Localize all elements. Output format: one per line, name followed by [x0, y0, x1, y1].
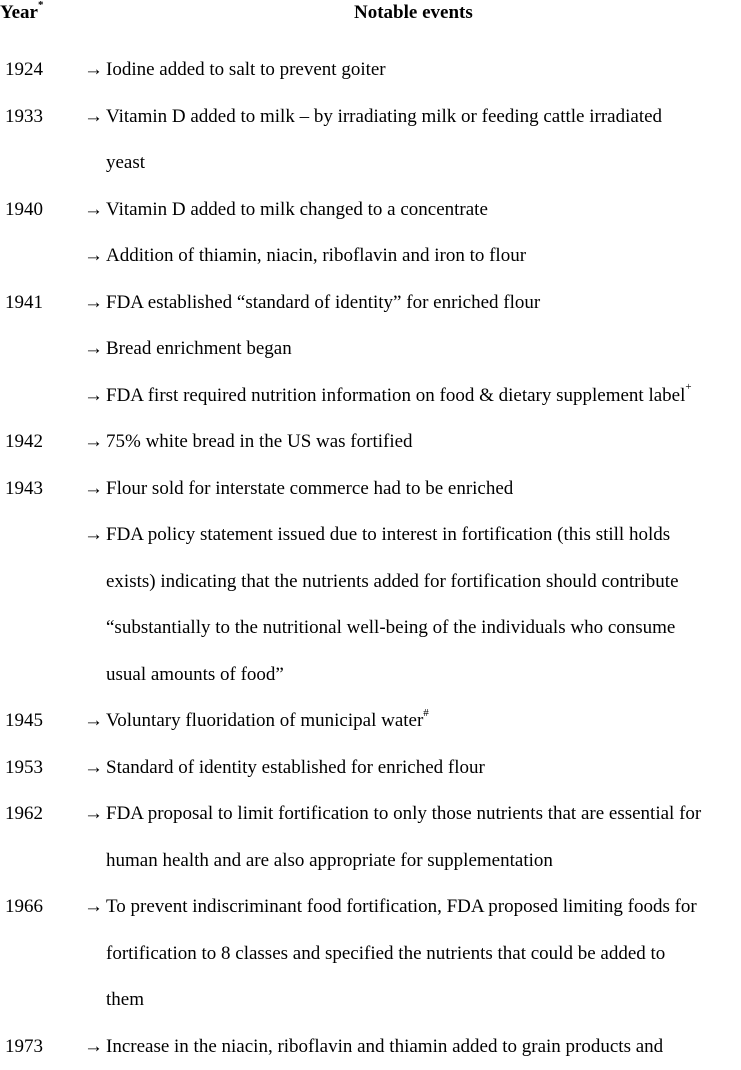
event-text-line: “substantially to the nutritional well-being of the individuals who consume [106, 605, 741, 652]
event-text-line: usual amounts of food” [106, 652, 741, 699]
table-row [0, 466, 741, 513]
table-row [0, 94, 741, 187]
year-cell: 1966 [5, 884, 43, 931]
arrow-icon: → [84, 373, 103, 420]
event-text-line: Iodine added to salt to prevent goiter [106, 47, 741, 94]
arrow-icon: → [84, 698, 103, 745]
events-table-body [0, 47, 741, 1070]
event-text-line: Bread enrichment began [106, 326, 741, 373]
year-column-header [0, 2, 43, 24]
event-cell [0, 1024, 741, 1070]
event-text-line: Vitamin D added to milk changed to a concentrate [106, 187, 741, 234]
table-row [0, 1024, 741, 1070]
year-cell: 1933 [5, 94, 43, 141]
arrow-icon: → [84, 187, 103, 234]
event-cell [0, 419, 741, 466]
year-cell: 1962 [5, 791, 43, 838]
arrow-icon: → [84, 47, 103, 94]
arrow-icon: → [84, 280, 103, 327]
event-cell [0, 187, 741, 234]
event-cell [0, 94, 741, 187]
arrow-icon: → [84, 326, 103, 373]
year-cell: 1945 [5, 698, 43, 745]
event-text-line: Voluntary fluoridation of municipal water# [106, 698, 741, 745]
event-text-line: Flour sold for interstate commerce had to be enriched [106, 466, 741, 513]
year-cell: 1941 [5, 280, 43, 327]
year-cell: 1942 [5, 419, 43, 466]
event-cell [0, 233, 741, 280]
event-text-line: Standard of identity established for enriched flour [106, 745, 741, 792]
year-cell: 1924 [5, 47, 43, 94]
table-row [0, 187, 741, 234]
arrow-icon: → [84, 1024, 103, 1070]
event-text-line: exists) indicating that the nutrients added for fortification should contribute [106, 559, 741, 606]
event-cell [0, 280, 741, 327]
event-text-line: fortification to 8 classes and specified the nutrients that could be added to [106, 931, 741, 978]
event-cell [0, 326, 741, 373]
year-header-label: Year [0, 2, 38, 23]
event-cell [0, 698, 741, 745]
event-cell [0, 47, 741, 94]
footnote-mark: + [685, 381, 691, 393]
year-cell: 1943 [5, 466, 43, 513]
event-text-line: FDA proposal to limit fortification to only those nutrients that are essential for [106, 791, 741, 838]
event-text-line: human health and are also appropriate for supplementation [106, 838, 741, 885]
table-row [0, 373, 741, 420]
event-text-line: To prevent indiscriminant food fortification, FDA proposed limiting foods for [106, 884, 741, 931]
table-row [0, 698, 741, 745]
event-cell [0, 884, 741, 1024]
year-cell: 1953 [5, 745, 43, 792]
table-row [0, 419, 741, 466]
arrow-icon: → [84, 94, 103, 141]
event-text-line: yeast [106, 140, 741, 187]
arrow-icon: → [84, 419, 103, 466]
table-row [0, 791, 741, 884]
table-row [0, 47, 741, 94]
table-row [0, 884, 741, 1024]
year-cell: 1973 [5, 1024, 43, 1070]
event-text-line: Increase in the niacin, riboflavin and thiamin added to grain products and [106, 1024, 741, 1070]
arrow-icon: → [84, 884, 103, 931]
event-text-line: FDA established “standard of identity” for enriched flour [106, 280, 741, 327]
event-text-line: FDA first required nutrition information on food & dietary supplement label+ [106, 373, 741, 420]
arrow-icon: → [84, 233, 103, 280]
table-row [0, 512, 741, 698]
event-cell [0, 791, 741, 884]
arrow-icon: → [84, 745, 103, 792]
event-cell [0, 466, 741, 513]
event-text-line: them [106, 977, 741, 1024]
table-row [0, 233, 741, 280]
table-header [0, 2, 741, 26]
arrow-icon: → [84, 466, 103, 513]
event-text-line: 75% white bread in the US was fortified [106, 419, 741, 466]
table-row [0, 326, 741, 373]
arrow-icon: → [84, 791, 103, 838]
event-text-line: FDA policy statement issued due to interest in fortification (this still holds [106, 512, 741, 559]
event-cell [0, 512, 741, 698]
footnote-mark: # [423, 707, 429, 719]
year-cell: 1940 [5, 187, 43, 234]
year-footnote-mark: * [38, 0, 44, 11]
event-text-line: Vitamin D added to milk – by irradiating milk or feeding cattle irradiated [106, 94, 741, 141]
event-cell [0, 745, 741, 792]
arrow-icon: → [84, 512, 103, 559]
event-cell [0, 373, 741, 420]
table-row [0, 280, 741, 327]
event-text-line: Addition of thiamin, niacin, riboflavin and iron to flour [106, 233, 741, 280]
events-column-header: Notable events [354, 2, 473, 24]
table-row [0, 745, 741, 792]
